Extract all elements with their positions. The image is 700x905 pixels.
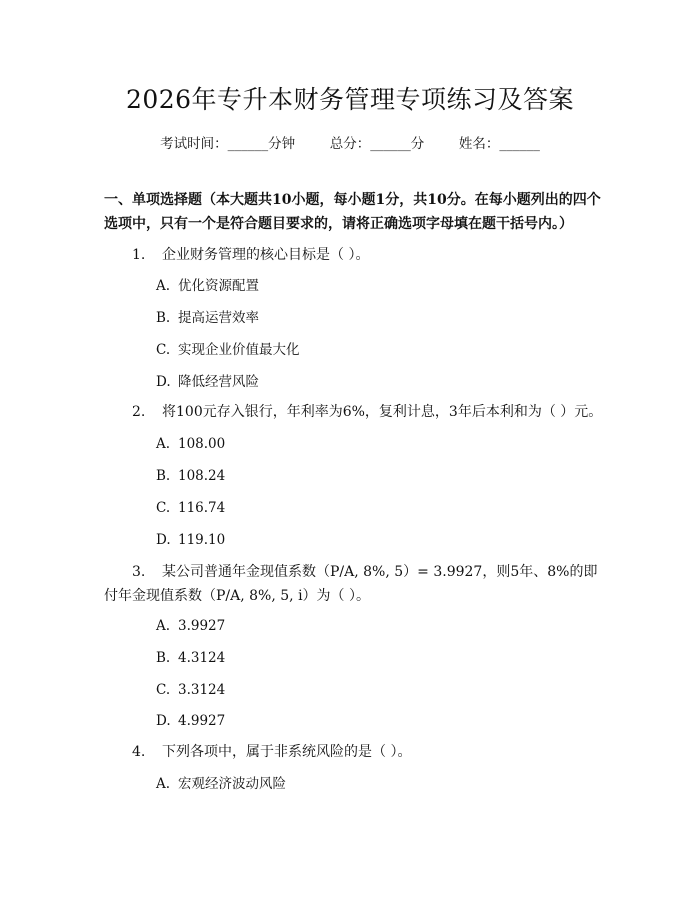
question-4-option-a [156,774,286,794]
option-text: 3.9927 [178,618,226,634]
section-heading: 一、单项选择题（本大题共10小题，每小题1分，共10分。在每小题列出的四个选项中，只有一个是符合题目要求的，请将正确选项字母填在题干括号内。） [104,192,601,232]
option-letter: A. [156,776,171,792]
exam-time-blank: ______ [227,136,269,152]
exam-info-line [0,132,700,152]
question-1-option-c [156,340,300,360]
option-text: 降低经营风险 [178,374,259,390]
option-letter: C. [156,342,171,358]
option-text: 3.3124 [178,682,226,698]
question-4 [104,740,604,764]
question-text: 企业财务管理的核心目标是（ ）。 [162,247,370,263]
option-letter: B. [156,468,171,484]
option-letter: A. [156,436,171,452]
question-text: 下列各项中，属于非系统风险的是（ ）。 [162,744,412,760]
option-text: 108.24 [178,468,226,484]
option-letter: D. [156,713,171,729]
option-text: 108.00 [178,436,226,452]
question-text: 某公司普通年金现值系数（P/A, 8%, 5）= 3.9927，则5年、8%的即付年金现值系数（P/A, 8%, 5, i）为（ ）。 [104,564,598,604]
question-2-option-c [156,498,225,518]
question-number: 2. [132,404,146,420]
question-number: 1. [132,247,146,263]
question-3-option-d [156,711,225,731]
option-text: 116.74 [178,500,226,516]
question-2 [104,400,624,424]
question-number: 4. [132,744,146,760]
question-1-option-a [156,276,259,296]
question-2-option-b [156,466,225,486]
name-blank: ______ [499,136,540,152]
question-2-option-a [156,434,225,454]
question-number: 3. [132,564,146,580]
option-text: 宏观经济波动风险 [178,776,286,792]
exam-time-label: 考试时间： [160,136,228,152]
question-3 [104,560,604,608]
option-text: 4.3124 [178,650,226,666]
question-1-option-d [156,372,259,392]
question-1-option-b [156,308,259,328]
total-score-blank: ______ [370,136,411,152]
option-text: 4.9927 [178,713,226,729]
option-letter: B. [156,310,171,326]
option-letter: C. [156,500,171,516]
total-score-unit: 分 [410,136,425,152]
option-letter: D. [156,532,171,548]
option-letter: C. [156,682,171,698]
option-letter: A. [156,618,171,634]
question-text: 将100元存入银行，年利率为6%，复利计息，3年后本利和为（ ）元。 [162,404,603,420]
exam-time-unit: 分钟 [268,136,296,152]
name-label: 姓名： [458,136,500,152]
option-text: 实现企业价值最大化 [178,342,300,358]
question-3-option-c [156,680,225,700]
question-1 [104,243,604,267]
page-title: 2026年专升本财务管理专项练习及答案 [125,85,575,114]
option-text: 提高运营效率 [178,310,259,326]
question-2-option-d [156,530,225,550]
option-letter: A. [156,278,171,294]
option-letter: B. [156,650,171,666]
question-3-option-a [156,616,225,636]
option-text: 优化资源配置 [178,278,259,294]
option-letter: D. [156,374,171,390]
option-text: 119.10 [178,532,226,548]
total-score-label: 总分： [329,136,371,152]
question-3-option-b [156,648,225,668]
